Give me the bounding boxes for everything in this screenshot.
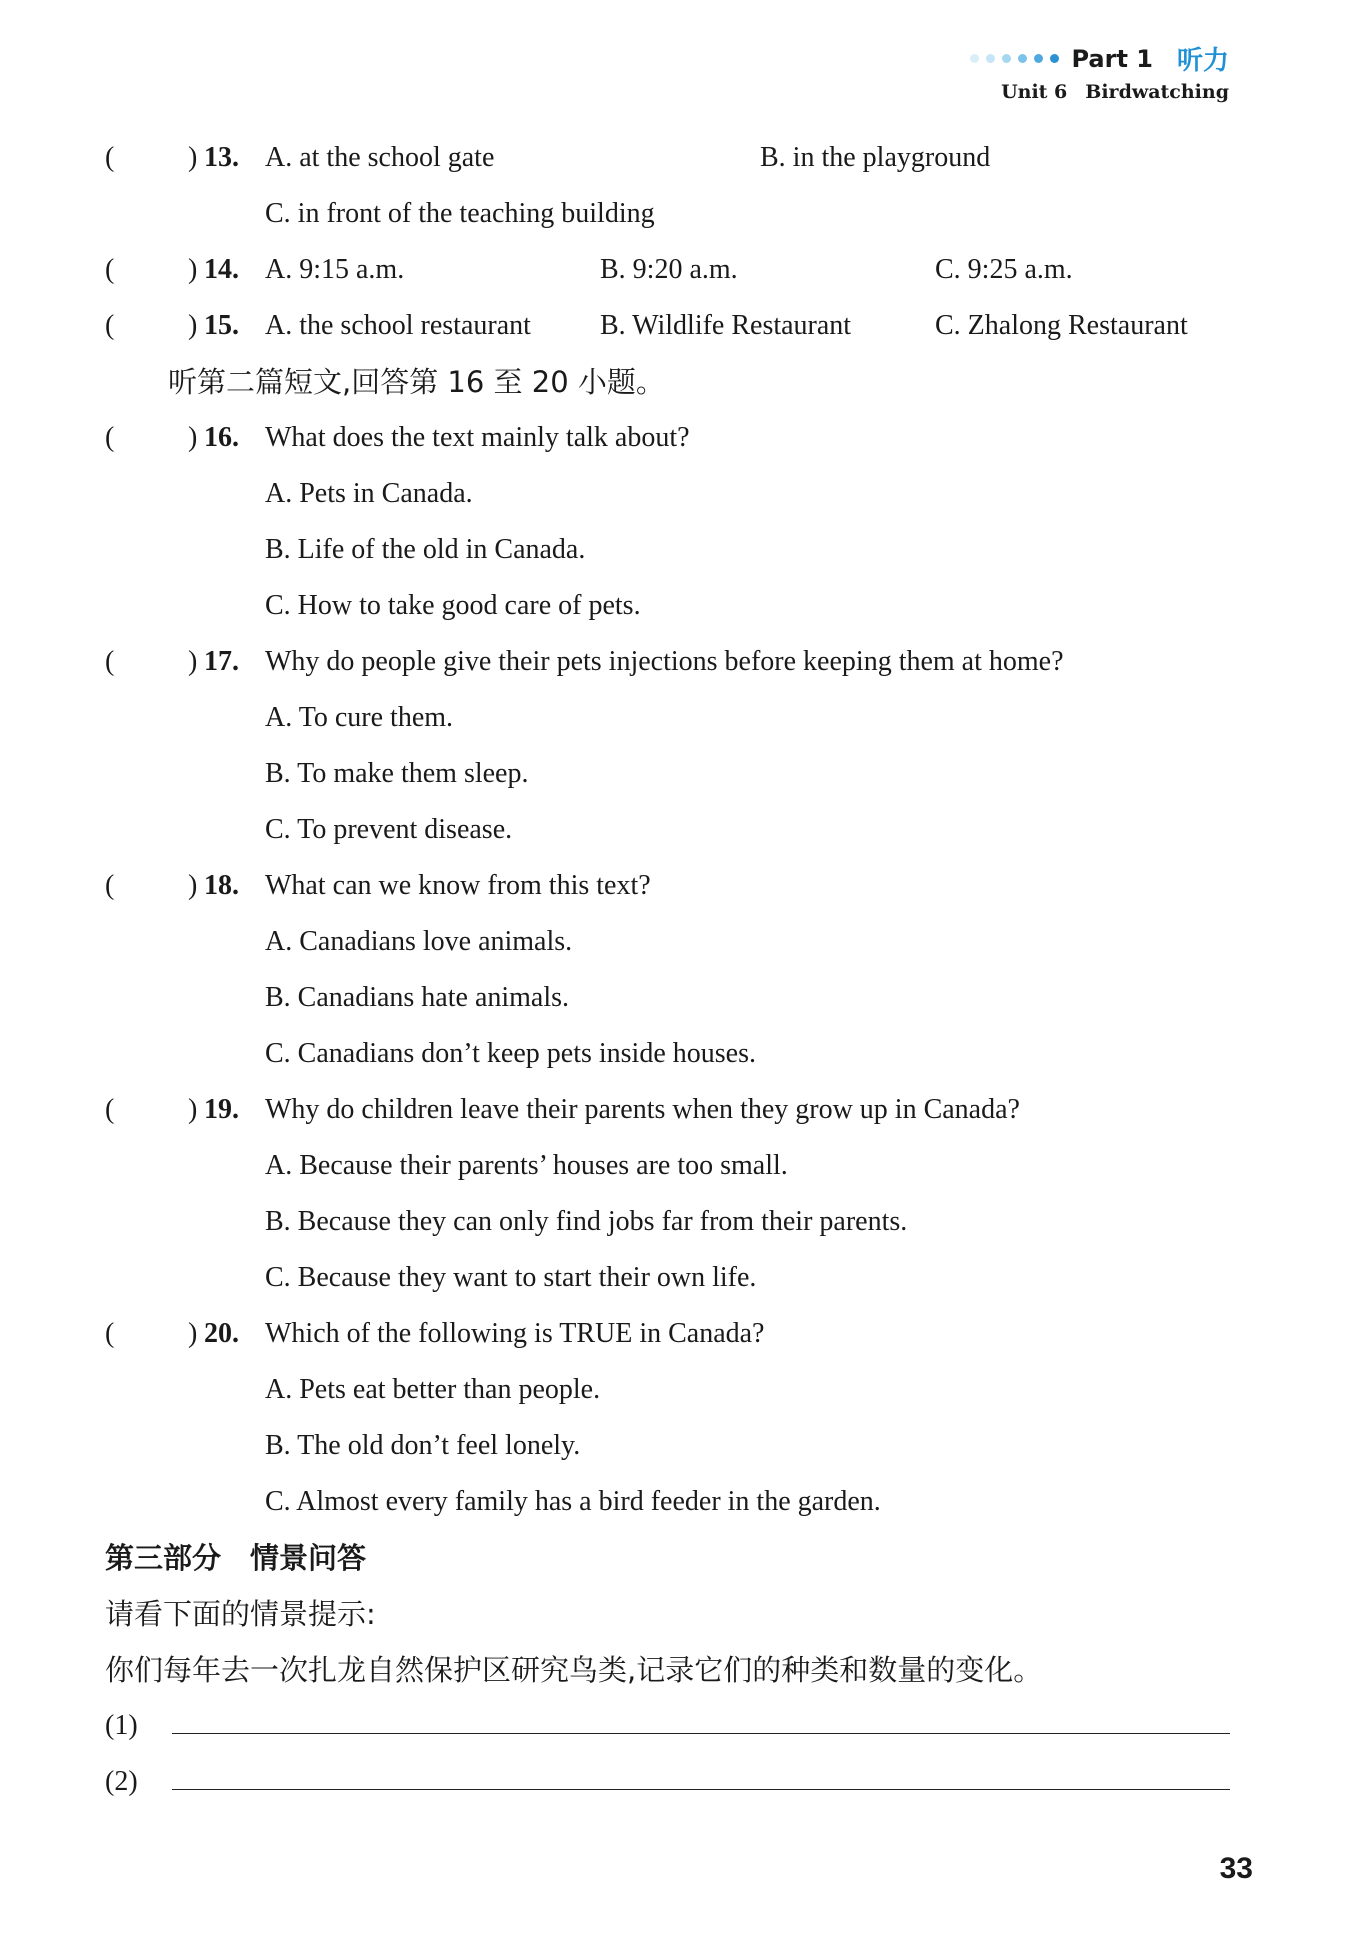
unit-title: Birdwatching [1085,81,1229,103]
answer-paren-close: ) [188,646,198,677]
option-c: C. Almost every family has a bird feeder in the garden. [265,1486,881,1517]
option-b: B. Wildlife Restaurant [600,310,852,341]
option-c: C. Zhalong Restaurant [935,310,1188,341]
answer-paren-close: ) [188,254,198,285]
answer-blank-1-label: (1) [105,1710,138,1741]
option-c: C. Canadians don’t keep pets inside houses. [265,1038,756,1069]
option-b: B. 9:20 a.m. [600,254,738,285]
answer-paren-open: ( [105,422,115,453]
option-a: A. 9:15 a.m. [265,254,405,285]
option-b: B. To make them sleep. [265,758,529,789]
option-a: A. To cure them. [265,702,454,733]
dot-2 [986,54,995,63]
unit-heading [970,81,1229,103]
answer-paren-close: ) [188,1318,198,1349]
part-label: Part 1 [1071,44,1153,73]
option-b: B. The old don’t feel lonely. [265,1430,581,1461]
question-number: 17. [204,646,239,677]
answer-paren-open: ( [105,1094,115,1125]
option-a: A. Pets in Canada. [265,478,473,509]
unit-label: Unit 6 [1001,81,1068,103]
option-c: C. 9:25 a.m. [935,254,1073,285]
answer-paren-close: ) [188,1094,198,1125]
option-a: A. at the school gate [265,142,495,173]
option-b: B. Life of the old in Canada. [265,534,586,565]
question-number: 20. [204,1318,239,1349]
answer-paren-open: ( [105,870,115,901]
question-text: What does the text mainly talk about? [265,422,690,453]
question-number: 15. [204,310,239,341]
option-c: C. Because they want to start their own life. [265,1262,757,1293]
dot-4 [1018,54,1027,63]
answer-paren-close: ) [188,142,198,173]
dot-1 [970,54,979,63]
question-number: 19. [204,1094,239,1125]
part-heading [970,40,1229,77]
option-b: B. Canadians hate animals. [265,982,570,1013]
question-number: 18. [204,870,239,901]
passage-2-instruction: 听第二篇短文,回答第 16 至 20 小题。 [168,365,665,399]
question-number: 14. [204,254,239,285]
question-text: Which of the following is TRUE in Canada? [265,1318,765,1349]
scenario-text: 你们每年去一次扎龙自然保护区研究鸟类,记录它们的种类和数量的变化。 [105,1653,1043,1687]
answer-paren-close: ) [188,422,198,453]
question-text: Why do people give their pets injections before keeping them at home? [265,646,1064,677]
option-b: B. in the playground [760,142,991,173]
page-header [970,40,1229,103]
scenario-prompt-label: 请看下面的情景提示: [105,1597,376,1631]
answer-blank-2-label: (2) [105,1766,138,1797]
answer-paren-open: ( [105,646,115,677]
answer-paren-open: ( [105,1318,115,1349]
option-a: A. Because their parents’ houses are too small. [265,1150,788,1181]
answer-paren-open: ( [105,254,115,285]
answer-paren-open: ( [105,310,115,341]
section-3-title: 第三部分 情景问答 [105,1541,367,1575]
option-a: A. Pets eat better than people. [265,1374,601,1405]
decorative-dots [970,54,1059,63]
option-b: B. Because they can only find jobs far from their parents. [265,1206,908,1237]
question-text: What can we know from this text? [265,870,651,901]
option-c: C. How to take good care of pets. [265,590,641,621]
answer-paren-close: ) [188,310,198,341]
answer-paren-close: ) [188,870,198,901]
dot-6 [1050,54,1059,63]
part-cn-label: 听力 [1176,46,1229,76]
option-a: A. Canadians love animals. [265,926,573,957]
question-text: Why do children leave their parents when they grow up in Canada? [265,1094,1020,1125]
question-number: 16. [204,422,239,453]
dot-3 [1002,54,1011,63]
option-c: C. in front of the teaching building [265,198,655,229]
option-c: C. To prevent disease. [265,814,513,845]
answer-blank-2[interactable] [172,1789,1230,1790]
option-a: A. the school restaurant [265,310,531,341]
answer-paren-open: ( [105,142,115,173]
dot-5 [1034,54,1043,63]
page-number: 33 [1219,1852,1253,1885]
question-number: 13. [204,142,239,173]
answer-blank-1[interactable] [172,1733,1230,1734]
